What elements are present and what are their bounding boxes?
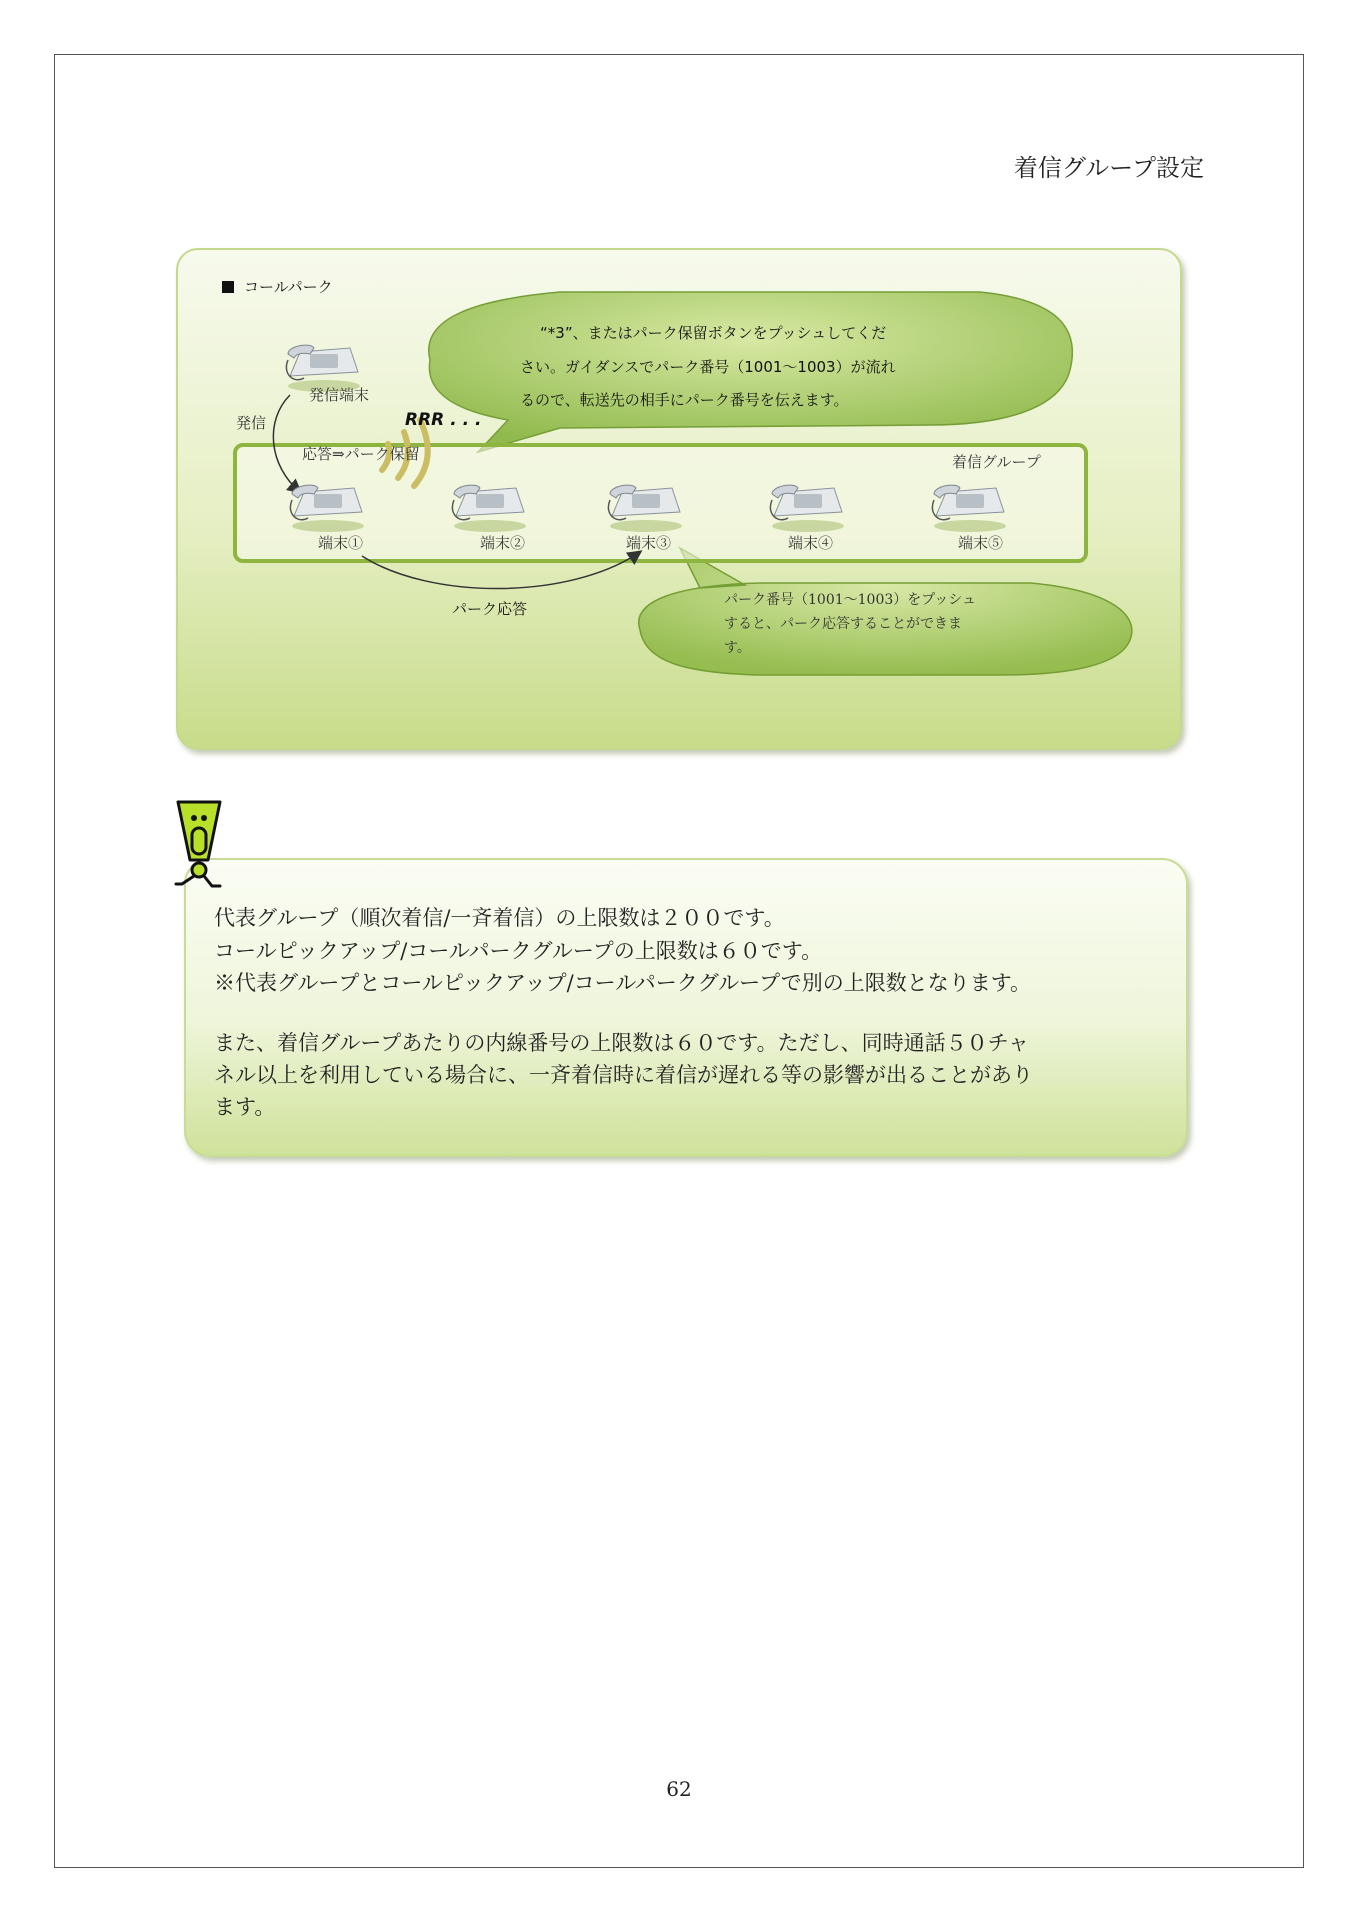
page-number: 62 bbox=[666, 1777, 692, 1801]
bubble-main-line3: るので、転送先の相手にパーク番号を伝えます。 bbox=[520, 391, 849, 409]
answer-park-label: 応答⇒パーク保留 bbox=[302, 445, 420, 463]
terminal-1-label: 端末① bbox=[318, 534, 364, 552]
bubble-main-line2: さい。ガイダンスでパーク番号（1001～1003）が流れ bbox=[520, 358, 896, 376]
note-line-4: また、着信グループあたりの内線番号の上限数は６０です。ただし、同時通話５０チャ bbox=[214, 1031, 1030, 1055]
terminal-4-phone-icon bbox=[764, 478, 846, 534]
exclamation-mascot-icon bbox=[168, 798, 228, 890]
diagram-arrows bbox=[0, 0, 1358, 760]
note-line-2: コールピックアップ/コールパークグループの上限数は６０です。 bbox=[214, 939, 823, 963]
group-label: 着信グループ bbox=[952, 453, 1041, 471]
note-line-1: 代表グループ（順次着信/一斉着信）の上限数は２００です。 bbox=[214, 906, 785, 930]
bubble-secondary-line1: パーク番号（1001～1003）をプッシュ bbox=[724, 592, 976, 608]
note-line-6: ます。 bbox=[214, 1095, 276, 1119]
call-label: 発信 bbox=[236, 414, 267, 432]
terminal-3-label: 端末③ bbox=[626, 534, 672, 552]
page-title: 着信グループ設定 bbox=[1013, 154, 1204, 182]
terminal-5-phone-icon bbox=[926, 478, 1008, 534]
terminal-5-label: 端末⑤ bbox=[958, 534, 1004, 552]
terminal-1-phone-icon bbox=[284, 478, 366, 534]
terminal-2-phone-icon bbox=[446, 478, 528, 534]
note-line-3: ※代表グループとコールピックアップ/コールパークグループで別の上限数となります。 bbox=[214, 971, 1032, 995]
park-answer-label: パーク応答 bbox=[452, 600, 528, 618]
caller-label: 発信端末 bbox=[309, 386, 370, 404]
terminal-2-label: 端末② bbox=[480, 534, 526, 552]
ringing-label: RRR . . . bbox=[405, 410, 482, 430]
bubble-secondary-line2: すると、パーク応答することができま bbox=[724, 616, 962, 632]
note-line-5: ネル以上を利用している場合に、一斉着信時に着信が遅れる等の影響が出ることがあり bbox=[214, 1063, 1033, 1087]
bubble-main-line1: “*3”、またはパーク保留ボタンをプッシュしてくだ bbox=[540, 324, 887, 342]
section-label-text: コールパーク bbox=[244, 278, 333, 296]
terminal-3-phone-icon bbox=[602, 478, 684, 534]
bubble-secondary-line3: す。 bbox=[724, 640, 751, 656]
terminal-4-label: 端末④ bbox=[788, 534, 834, 552]
